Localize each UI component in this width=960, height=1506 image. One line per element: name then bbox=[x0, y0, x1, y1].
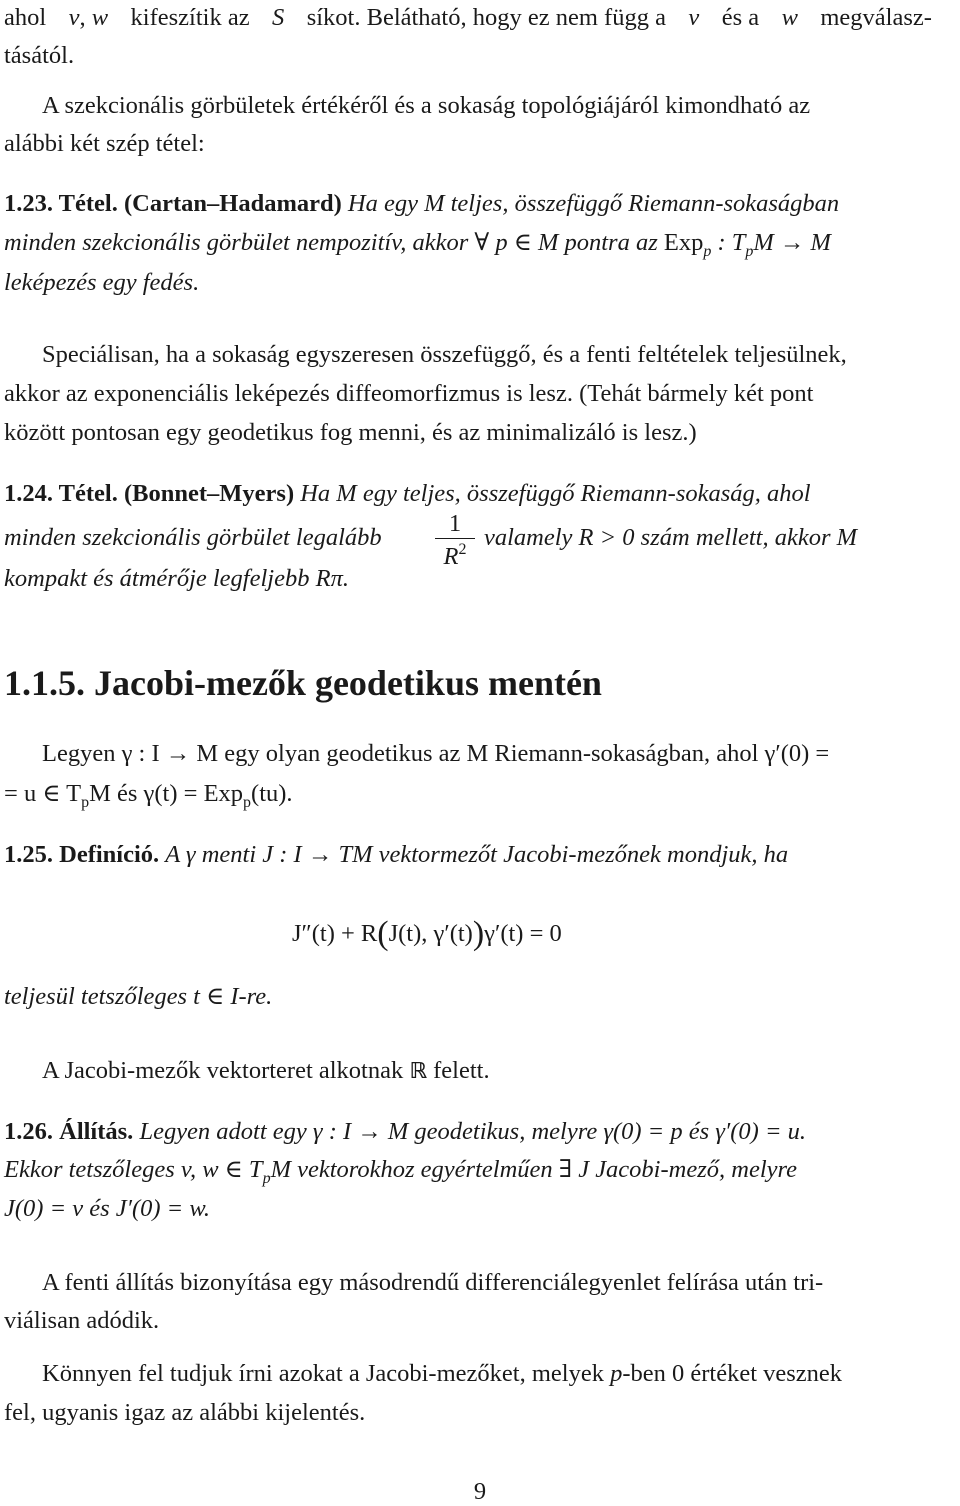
fraction-bar bbox=[435, 538, 475, 539]
text-line bbox=[42, 1059, 490, 1084]
text-segment: ahol bbox=[4, 4, 47, 31]
math-var: R bbox=[443, 543, 459, 570]
text-segment: Könnyen fel tudjuk írni azokat a Jacobi-mezőket, melyek bbox=[42, 1360, 611, 1387]
text-line: valamely R > 0 szám mellett, akkor M bbox=[484, 524, 858, 551]
claim-1-26 bbox=[4, 1120, 806, 1145]
page-number: 9 bbox=[473, 1478, 487, 1505]
fraction-denominator bbox=[435, 543, 475, 571]
math-var: v bbox=[68, 4, 80, 31]
text-segment: A Jacobi-mezők vektorteret alkotnak bbox=[42, 1057, 410, 1084]
equation-part: J(t), γ′(t) bbox=[388, 920, 473, 947]
text-segment: síkot. Belátható, hogy ez nem függ a bbox=[306, 4, 666, 31]
theorem-label: 1.23. Tétel. bbox=[4, 190, 118, 217]
theorem-name: (Bonnet–Myers) bbox=[124, 480, 295, 507]
text-segment: = u ∈ T bbox=[4, 780, 82, 807]
math-op: Exp bbox=[663, 229, 704, 256]
text-segment: megválasz- bbox=[820, 4, 932, 31]
equation-paren: ) bbox=[472, 915, 485, 952]
text-line: minden szekcionális görbület legalább bbox=[4, 524, 382, 551]
text-segment: M → M bbox=[753, 229, 831, 256]
section-heading: 1.1.5. Jacobi-mezők geodetikus mentén bbox=[4, 663, 602, 703]
math-var: w bbox=[91, 4, 109, 31]
text-line: fel, ugyanis igaz az alábbi kijelentés. bbox=[4, 1399, 366, 1426]
text-line bbox=[4, 1156, 798, 1187]
text-line: Speciálisan, ha a sokaság egyszeresen összefüggő, és a fenti feltételek teljesülnek, bbox=[42, 341, 847, 368]
text-line: A szekcionális görbületek értékéről és a sokaság topológiájáról kimondható az bbox=[42, 92, 811, 119]
text-line: viálisan adódik. bbox=[4, 1307, 160, 1334]
text-line: A fenti állítás bizonyítása egy másodrendű differenciálegyenlet felírása után tri- bbox=[42, 1269, 824, 1296]
math-var: v bbox=[688, 4, 700, 31]
math-sub: p bbox=[262, 1170, 271, 1187]
text-line bbox=[4, 780, 293, 811]
equation-paren: ( bbox=[377, 915, 389, 952]
text-segment: (tu). bbox=[251, 780, 293, 807]
math-sup: 2 bbox=[458, 541, 467, 558]
math-sub: p bbox=[703, 243, 712, 260]
text-line: teljesül tetszőleges t ∈ I-re. bbox=[4, 983, 273, 1010]
math-sub: p bbox=[243, 794, 252, 811]
text-line: tásától. bbox=[4, 42, 75, 69]
theorem-text: Ha M egy teljes, összefüggő Riemann-sokaság, ahol bbox=[300, 480, 811, 507]
definition-1-25 bbox=[4, 843, 788, 868]
theorem-text: Ha egy M teljes, összefüggő Riemann-sokaságban bbox=[347, 190, 840, 217]
text-segment: : T bbox=[711, 229, 746, 256]
math-sub: p bbox=[745, 243, 754, 260]
text-line: Legyen γ : I → M egy olyan geodetikus az M Riemann-sokaságban, ahol γ′(0) = bbox=[42, 740, 830, 767]
definition-text: A γ menti J : I → TM vektormezőt Jacobi-mezőnek mondjuk, ha bbox=[165, 841, 789, 868]
theorem-1-24 bbox=[4, 482, 811, 507]
text-line bbox=[4, 229, 831, 260]
text-segment: kifeszítik az bbox=[130, 4, 250, 31]
text-line: kompakt és átmérője legfeljebb Rπ. bbox=[4, 565, 349, 592]
text-line: J(0) = v és J′(0) = w. bbox=[4, 1195, 210, 1222]
text-segment: , bbox=[79, 4, 92, 31]
text-segment: -ben 0 értéket vesznek bbox=[622, 1360, 843, 1387]
text-line: alábbi két szép tétel: bbox=[4, 130, 205, 157]
fraction-numerator: 1 bbox=[448, 510, 462, 537]
text-segment: minden szekcionális görbület nempozitív, akkor ∀ p ∈ M pontra az bbox=[4, 229, 664, 256]
claim-text: Legyen adott egy γ : I → M geodetikus, melyre γ(0) = p és γ′(0) = u. bbox=[139, 1118, 806, 1145]
text-line bbox=[42, 1362, 842, 1387]
jacobi-equation bbox=[292, 912, 562, 950]
math-var: S bbox=[272, 4, 285, 31]
text-segment: Ekkor tetszőleges v, w ∈ T bbox=[4, 1156, 263, 1183]
text-segment: M és γ(t) = Exp bbox=[89, 780, 244, 807]
equation-part: J″(t) + R bbox=[292, 920, 378, 947]
text-segment: M vektorokhoz egyértelműen ∃ J Jacobi-mező, melyre bbox=[270, 1156, 798, 1183]
claim-label: 1.26. Állítás. bbox=[4, 1118, 134, 1145]
theorem-label: 1.24. Tétel. bbox=[4, 480, 118, 507]
equation-part: γ′(t) = 0 bbox=[484, 920, 562, 947]
fraction bbox=[435, 510, 475, 571]
text-line: között pontosan egy geodetikus fog menni, és az minimalizáló is lesz.) bbox=[4, 419, 697, 446]
text-line: leképezés egy fedés. bbox=[4, 269, 200, 296]
math-var: w bbox=[781, 4, 798, 31]
text-line bbox=[4, 6, 932, 31]
definition-label: 1.25. Definíció. bbox=[4, 841, 160, 868]
math-sub: p bbox=[81, 794, 90, 811]
math-var: p bbox=[610, 1360, 623, 1387]
reals-symbol: ℝ bbox=[409, 1059, 428, 1084]
text-segment: és a bbox=[721, 4, 760, 31]
theorem-name: (Cartan–Hadamard) bbox=[124, 190, 342, 217]
text-line: akkor az exponenciális leképezés diffeomorfizmus is lesz. (Tehát bármely két pont bbox=[4, 380, 814, 407]
text-segment: felett. bbox=[427, 1057, 490, 1084]
theorem-1-23 bbox=[4, 192, 839, 217]
